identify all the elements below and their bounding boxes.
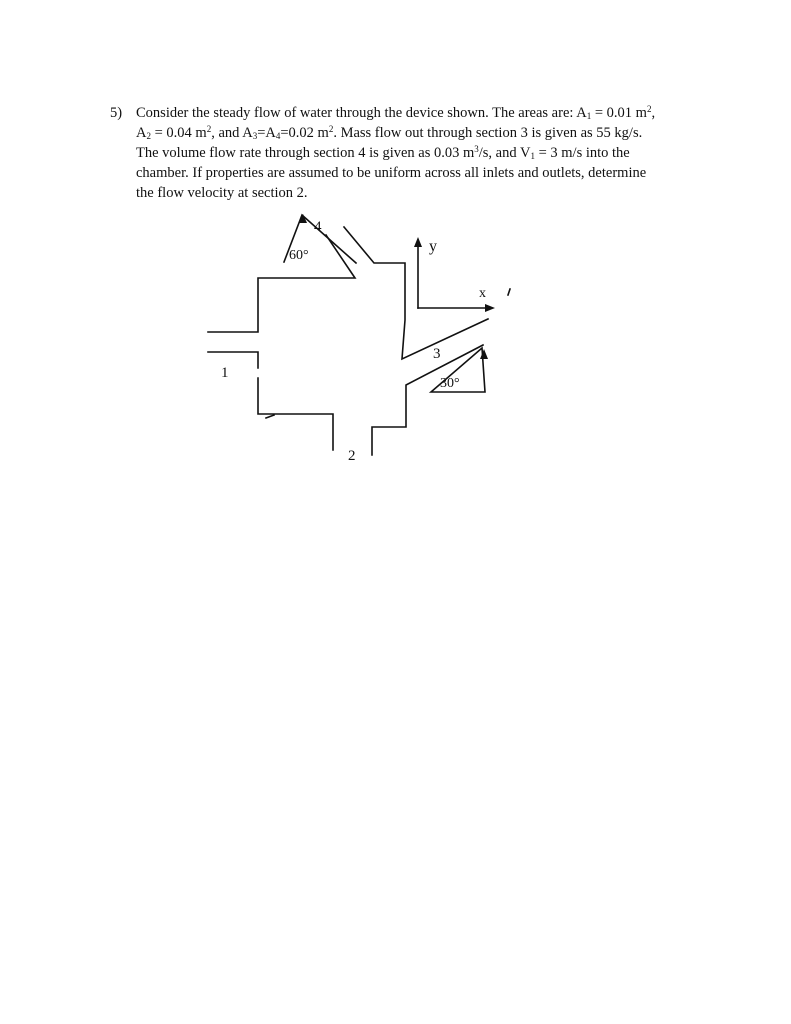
x-tick (508, 289, 510, 295)
y-axis-label: y (429, 238, 437, 255)
angle3-label: 30° (440, 376, 460, 391)
text: = 3 m/s into the (534, 145, 630, 161)
problem-line-2 (136, 123, 670, 143)
subscript: 1 (530, 151, 535, 161)
superscript: 2 (646, 104, 652, 114)
section-1-label: 1 (221, 365, 229, 381)
text: A (136, 125, 147, 141)
problem-statement (110, 103, 670, 203)
pipe2-left-wall (258, 378, 333, 450)
superscript: 3 (474, 144, 479, 154)
problem-line-3 (136, 143, 670, 163)
text: =A (257, 125, 276, 141)
problem-line-4: chamber. If properties are assumed to be uniform across all inlets and outlets, determine (136, 165, 647, 181)
section-4-label: 4 (314, 219, 322, 235)
text: , (651, 105, 656, 121)
pipe1-lower-wall (208, 352, 258, 368)
device-diagram (200, 205, 540, 475)
subscript: 2 (146, 131, 151, 141)
pipe1-upper-wall (208, 235, 355, 332)
angle3-arrow (480, 349, 488, 359)
subscript: 1 (586, 111, 592, 121)
superscript: 2 (328, 124, 334, 134)
text: =0.02 m (280, 125, 329, 141)
x-axis-arrow (485, 304, 495, 312)
subscript: 3 (252, 131, 258, 141)
problem-line-5: the flow velocity at section 2. (136, 185, 308, 201)
section-2-label: 2 (348, 448, 356, 464)
text: = 0.04 m (150, 125, 207, 141)
flow-tick (266, 415, 274, 418)
section-3-label: 3 (433, 346, 441, 362)
text: /s, and V (478, 145, 531, 161)
angle4-label: 60° (289, 248, 309, 263)
text: = 0.01 m (591, 105, 647, 121)
text: Consider the steady flow of water through the device shown. The areas are: A (136, 105, 587, 121)
problem-number: 5) (110, 105, 123, 121)
x-axis-label: x (479, 286, 486, 301)
text: . Mass flow out through section 3 is given as 55 kg/s. (333, 125, 643, 141)
text: , and A (211, 125, 253, 141)
superscript: 2 (206, 124, 212, 134)
text: The volume flow rate through section 4 is given as 0.03 m (136, 145, 475, 161)
y-axis-arrow (414, 237, 422, 247)
subscript: 4 (275, 131, 281, 141)
device-diagram-svg (200, 205, 540, 475)
problem-line-1 (136, 103, 670, 123)
